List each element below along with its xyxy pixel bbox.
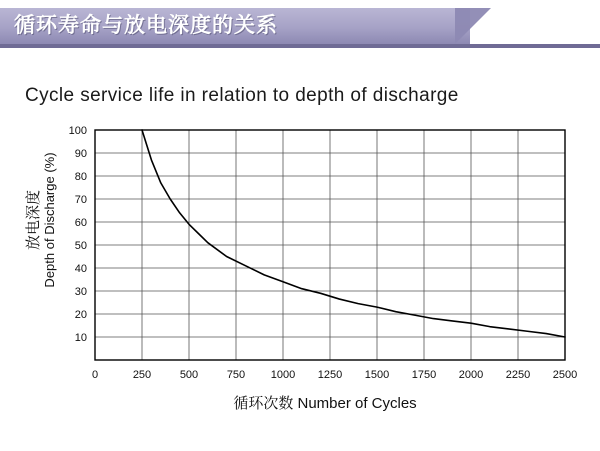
x-tick-label: 1500	[364, 369, 390, 381]
x-tick-label: 1750	[411, 369, 437, 381]
y-tick-label: 40	[74, 263, 87, 275]
chart-plot	[0, 120, 600, 420]
x-tick-label: 2500	[552, 369, 578, 381]
x-tick-label: 2000	[458, 369, 484, 381]
y-tick-label: 70	[74, 194, 87, 206]
page-title: 循环寿命与放电深度的关系	[14, 14, 278, 37]
y-tick-label: 60	[74, 217, 87, 229]
y-axis-label-en: Depth of Discharge (%)	[42, 152, 57, 288]
y-axis-label-cn: 放电深度	[25, 190, 42, 251]
y-tick-label: 80	[74, 171, 87, 183]
x-tick-label: 750	[226, 369, 246, 381]
x-tick-label: 1000	[270, 369, 296, 381]
chart-title: Cycle service life in relation to depth of discharge	[25, 85, 459, 106]
y-tick-label: 100	[68, 125, 87, 137]
x-axis-label: 循环次数 Number of Cycles	[233, 395, 417, 412]
x-tick-label: 250	[132, 369, 152, 381]
x-tick-label: 500	[179, 369, 199, 381]
x-tick-label: 0	[91, 369, 99, 381]
data-series-line	[142, 130, 565, 337]
header-banner	[0, 0, 600, 52]
x-tick-label: 2250	[505, 369, 531, 381]
y-tick-label: 90	[74, 148, 87, 160]
banner-underline	[0, 44, 600, 48]
banner-wedge-decoration	[455, 8, 491, 44]
y-tick-label: 10	[74, 332, 87, 344]
chart-container	[0, 120, 600, 420]
y-tick-label: 20	[74, 309, 87, 321]
x-tick-label: 1250	[317, 369, 343, 381]
y-tick-label: 50	[74, 240, 87, 252]
y-tick-label: 30	[74, 286, 87, 298]
